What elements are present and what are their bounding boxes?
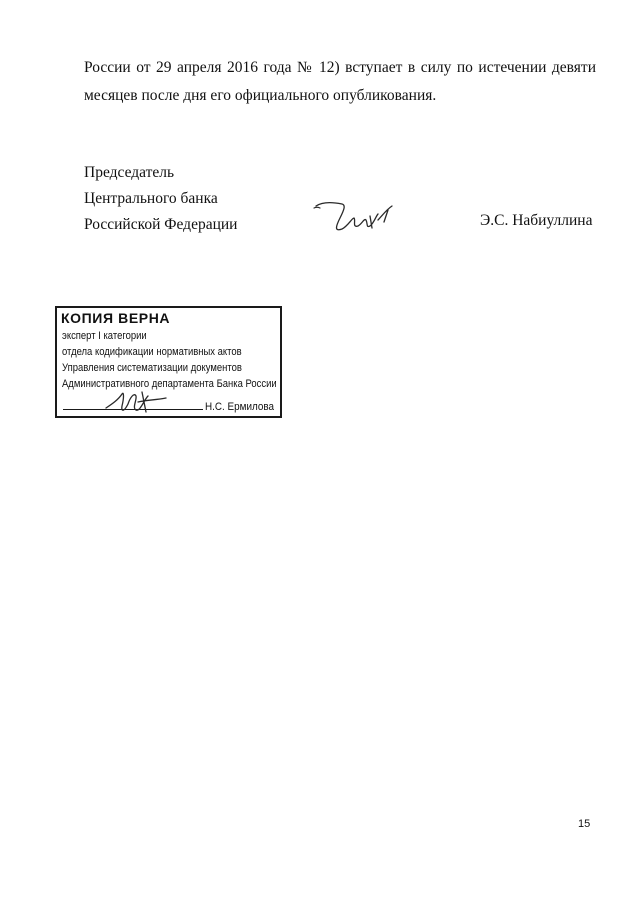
copy-certified-stamp	[55, 306, 282, 418]
paragraph-line-2: месяцев после дня его официального опубликования.	[84, 87, 437, 104]
signatory-title-line-1: Председатель	[84, 164, 175, 181]
signatory-name: Э.С. Набиуллина	[480, 212, 593, 229]
paragraph-line-1: России от 29 апреля 2016 года № 12) вступает в силу по истечении девяти	[84, 59, 596, 76]
stamp-line-2: отдела кодификации нормативных актов	[62, 346, 242, 358]
page-number: 15	[578, 818, 591, 830]
handwritten-signature	[312, 196, 402, 236]
body-paragraph	[84, 54, 596, 110]
signatory-title	[84, 160, 237, 238]
stamp-signer-name: Н.С. Ермилова	[205, 401, 275, 413]
stamp-handwritten-signature	[102, 386, 172, 416]
signatory-title-line-2: Центрального банка	[84, 190, 218, 207]
stamp-line-4: Административного департамента Банка России	[62, 378, 277, 390]
stamp-title: КОПИЯ ВЕРНА	[61, 310, 171, 326]
stamp-line-3: Управления систематизации документов	[62, 362, 242, 374]
signatory-title-line-3: Российской Федерации	[84, 216, 238, 233]
stamp-line-1: эксперт I категории	[62, 330, 147, 342]
